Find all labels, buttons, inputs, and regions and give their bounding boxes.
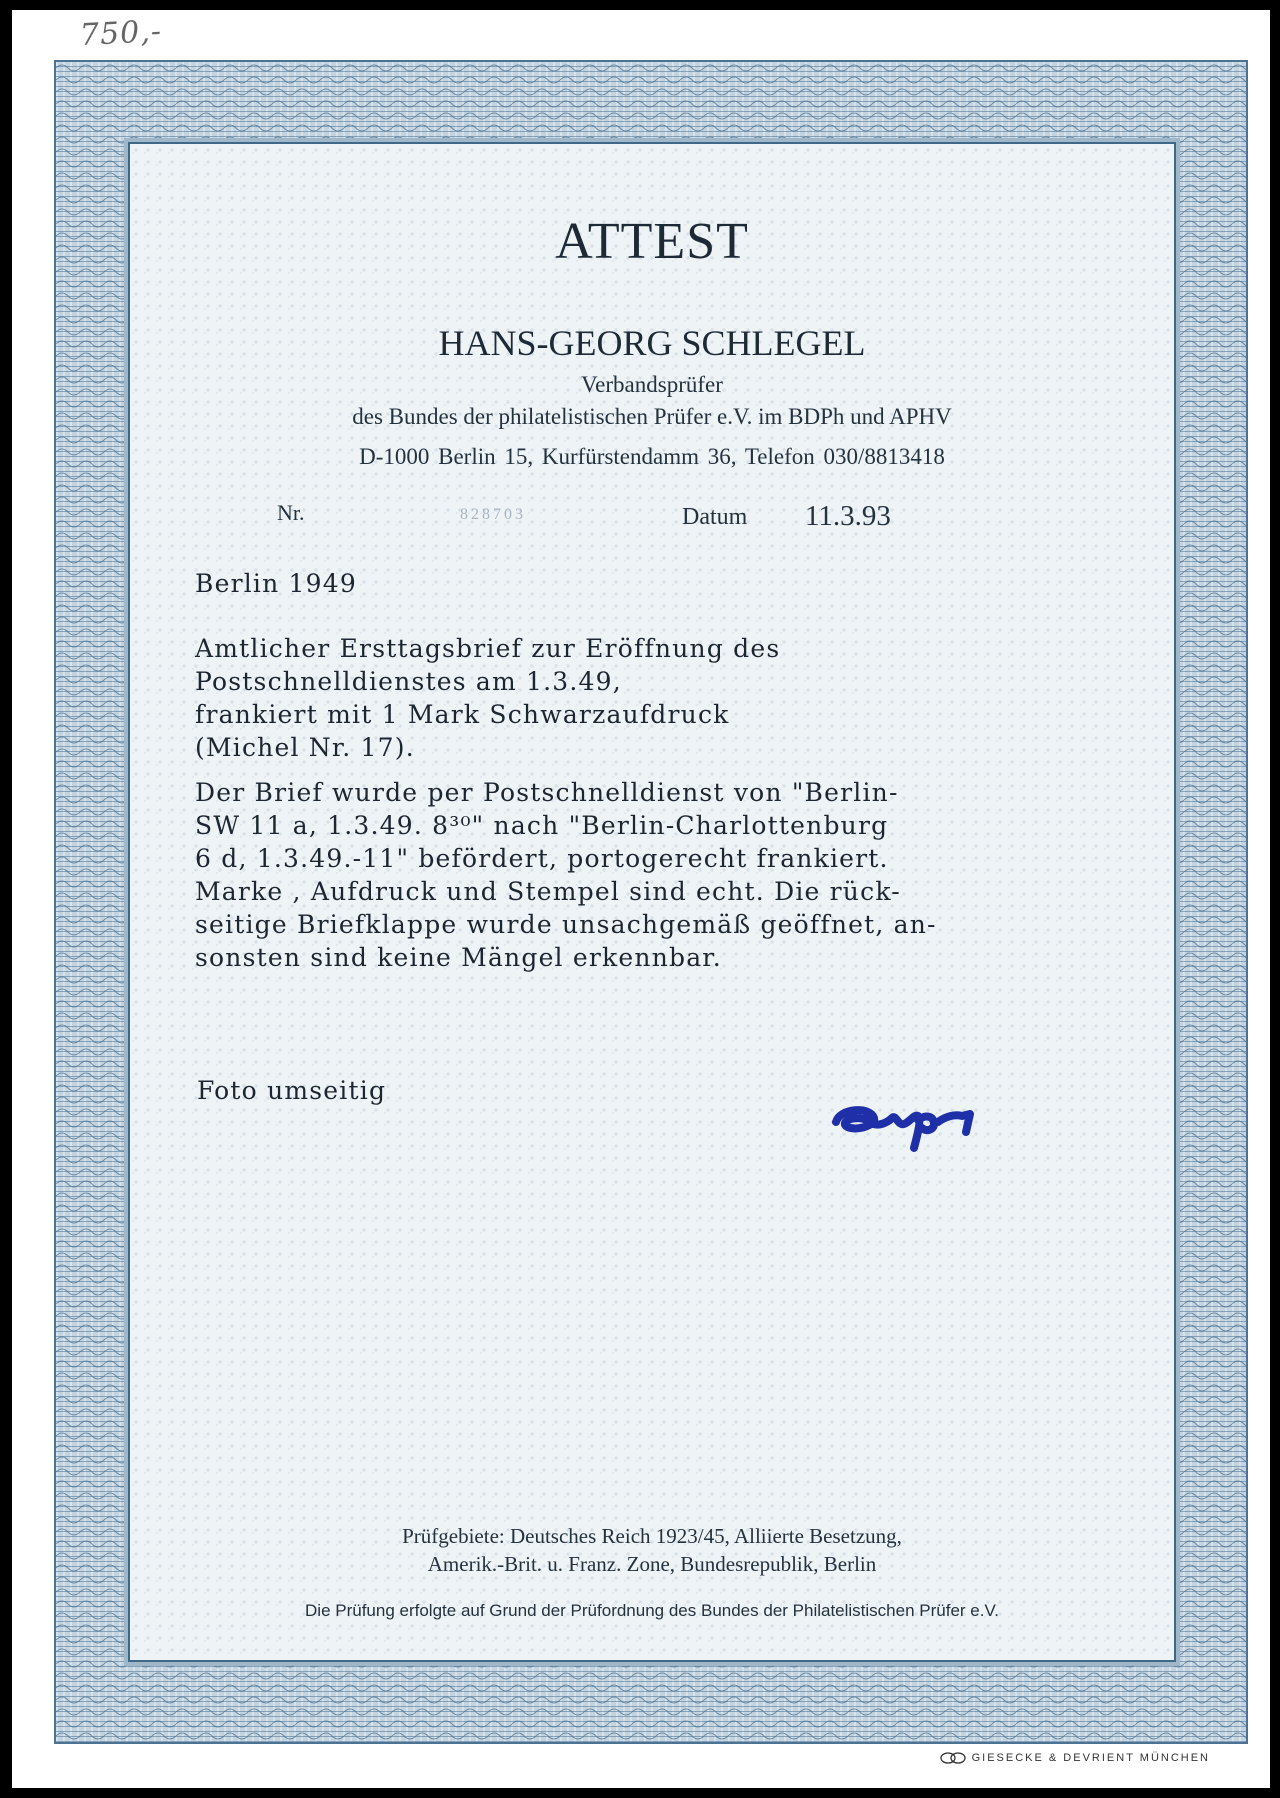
handwritten-price: 750,- (79, 13, 163, 54)
number-label: Nr. (277, 500, 305, 525)
legal-note: Die Prüfung erfolgte auf Grund der Prüfordnung des Bundes der Philatelistischen Prüfer e.V. (305, 1601, 999, 1620)
address-line: D-1000 Berlin 15, Kurfürstendamm 36, Telefon 030/8813418 (359, 444, 945, 469)
examination-findings: Der Brief wurde per Postschnelldienst von "Berlin- SW 11 a, 1.3.49. 8³⁰" nach "Berlin-Charlottenburg 6 d, 1.3.49.-11" befördert, portogerecht frankiert. Marke , Aufdruck und Stempel sind echt. Die rück- seitige Briefklappe wurde unsachgemäß geöffnet, an- sonsten sind keine Mängel erkennbar. (195, 778, 937, 972)
photo-note: Foto umseitig (197, 1076, 387, 1105)
certificate-paper (12, 10, 1270, 1788)
printer-logo-icon (940, 1752, 966, 1764)
guilloche-border (54, 60, 1248, 1744)
certificate-title: ATTEST (555, 213, 749, 270)
printer-mark (940, 1752, 1210, 1764)
date-label: Datum (682, 504, 748, 530)
certificate-panel (128, 142, 1176, 1662)
examiner-role: Verbandsprüfer (581, 372, 723, 397)
item-description: Amtlicher Ersttagsbrief zur Eröffnung des Postschnelldienstes am 1.3.49, frankiert mit 1 Mark Schwarzaufdruck (Michel Nr. 17). (195, 634, 781, 762)
association-line: des Bundes der philatelistischen Prüfer e.V. im BDPh und APHV (352, 404, 952, 429)
certificate-number: 828703 (460, 506, 526, 523)
examination-fields-line2: Amerik.-Brit. u. Franz. Zone, Bundesrepublik, Berlin (427, 1552, 877, 1576)
examination-fields-line1: Prüfgebiete: Deutsches Reich 1923/45, Alliierte Besetzung, (402, 1524, 902, 1548)
examiner-name: HANS-GEORG SCHLEGEL (438, 323, 866, 363)
item-heading: Berlin 1949 (195, 569, 357, 598)
printer-name: GIESECKE & DEVRIENT MÜNCHEN (971, 1752, 1210, 1764)
certificate-date: 11.3.93 (805, 500, 891, 532)
examiner-signature (830, 1092, 980, 1162)
